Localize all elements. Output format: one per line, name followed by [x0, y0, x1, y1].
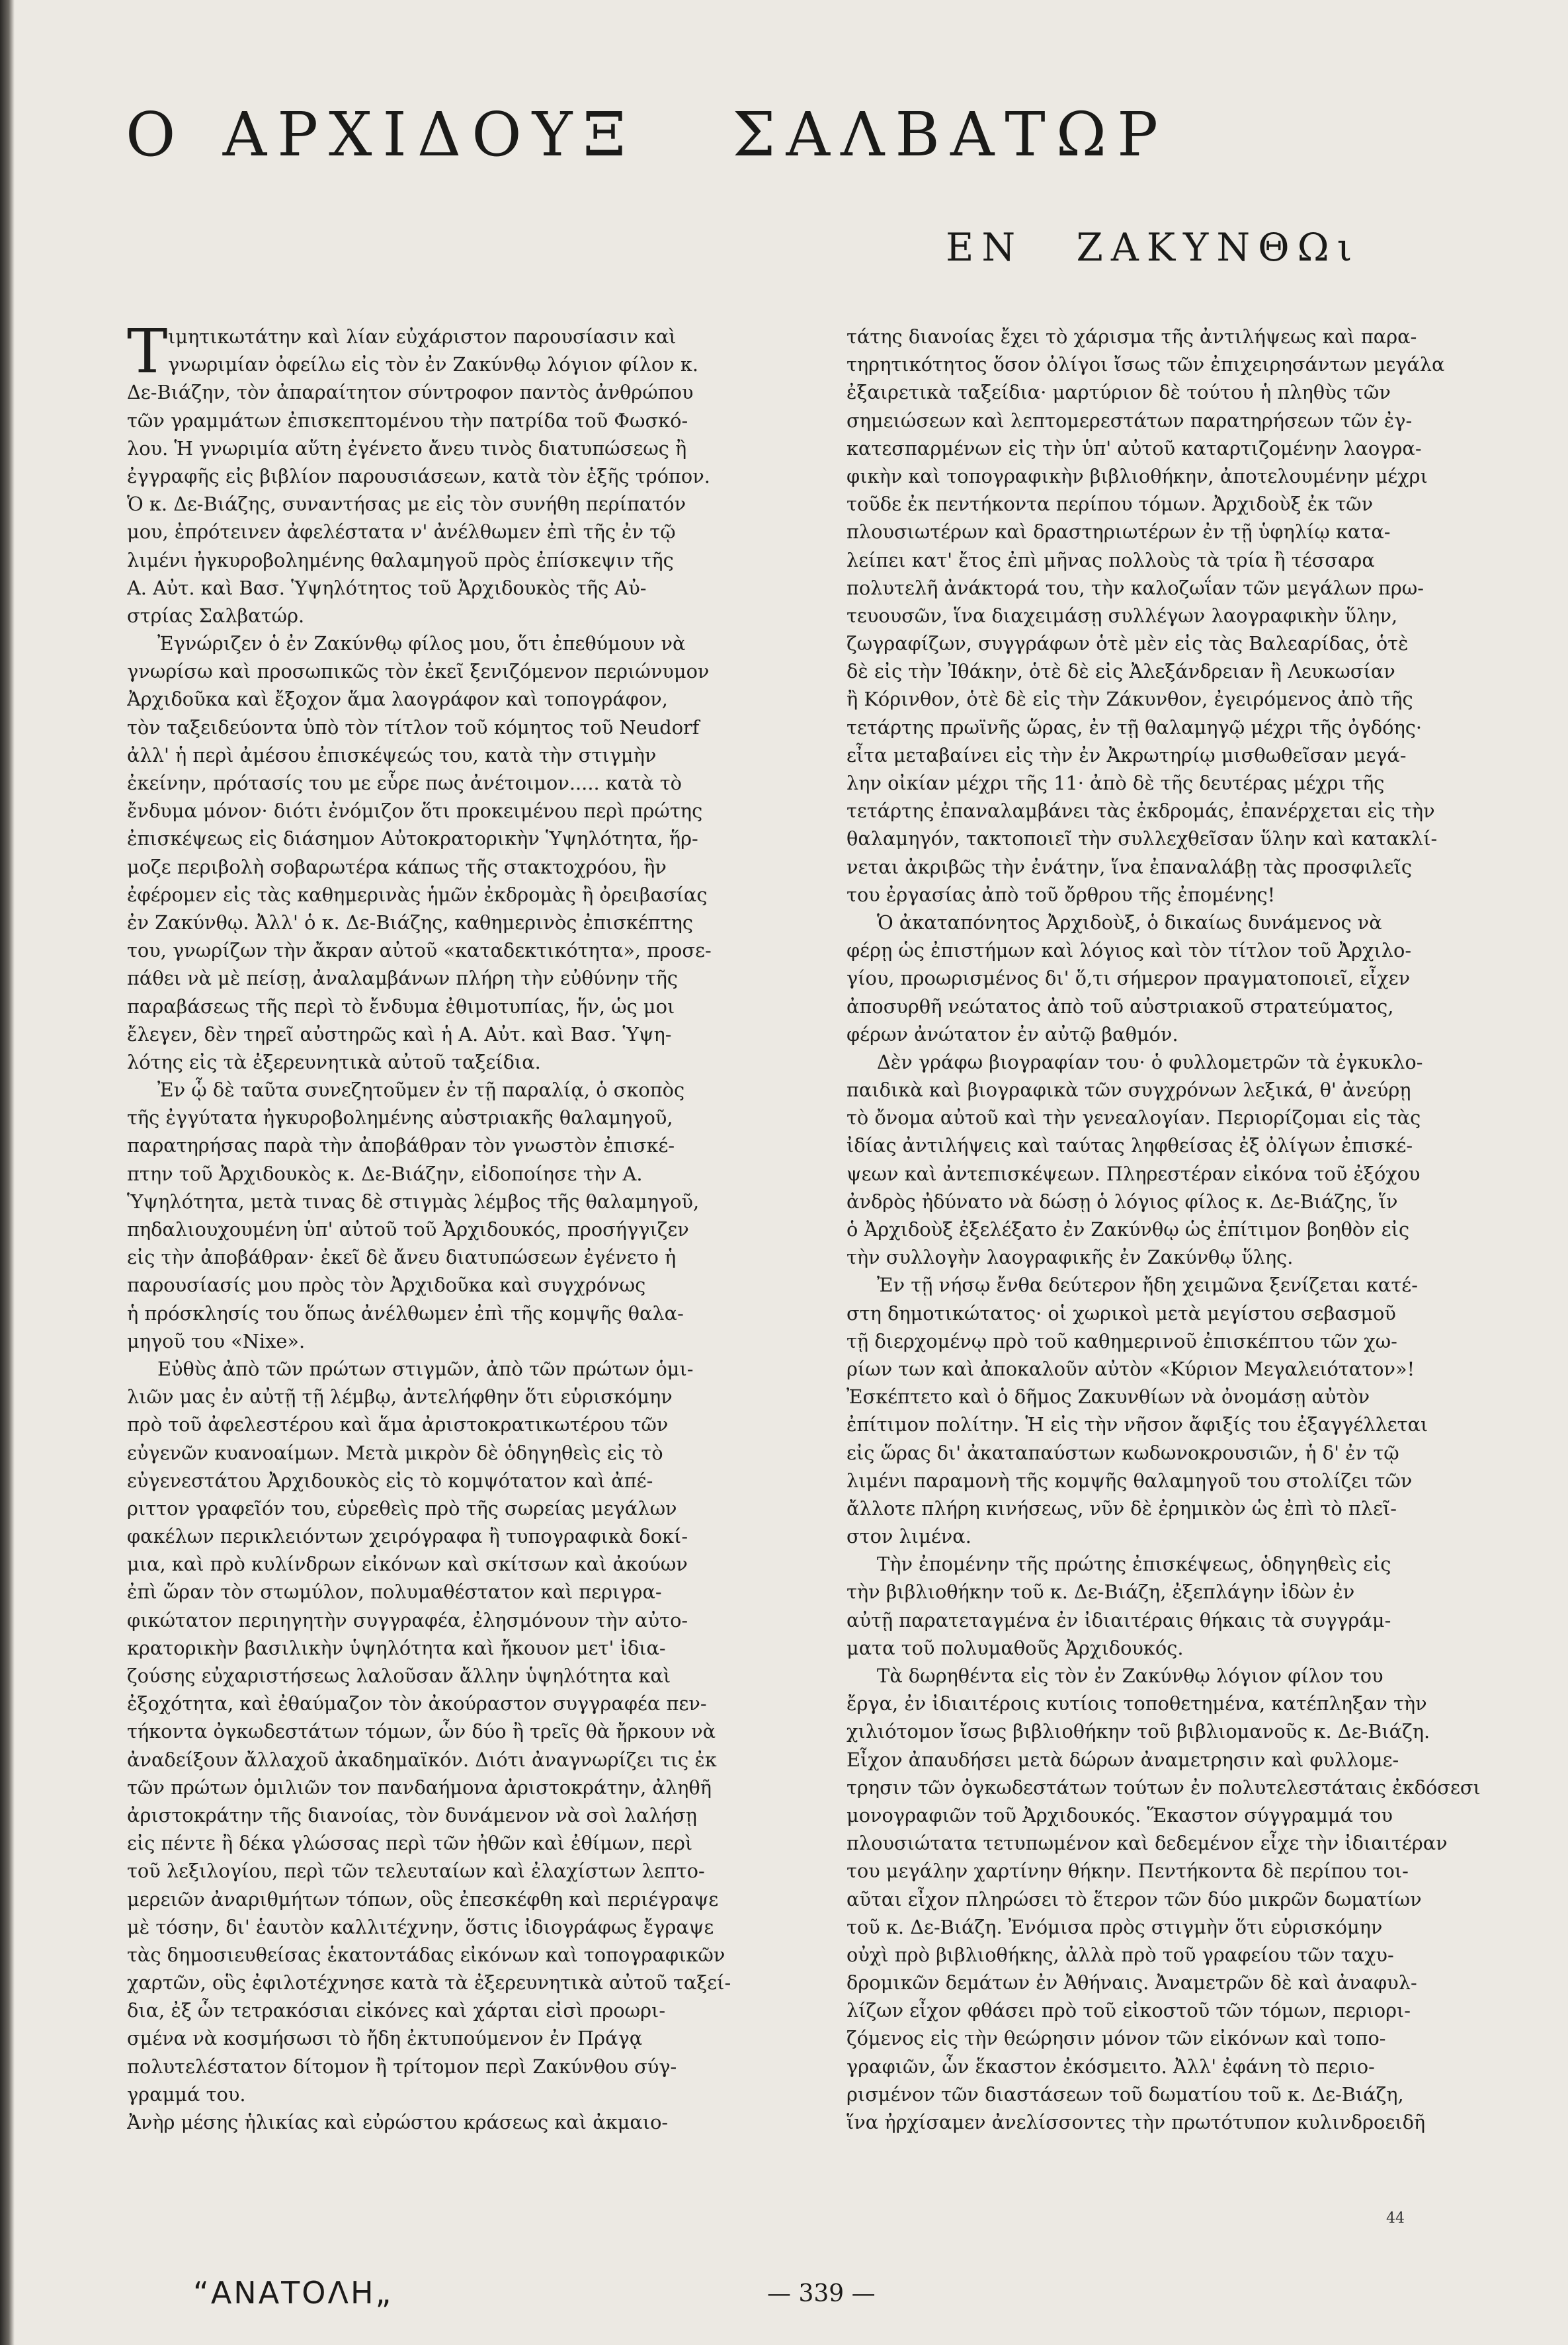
text-line: τῇ διερχομένῳ πρὸ τοῦ καθημερινοῦ ἐπισκέπτου τῶν χω- — [846, 1329, 1397, 1352]
text-line: τήκοντα ὀγκωδεστάτων τόμων, ὧν δύο ἢ τρεῖς θὰ ἤρκουν νὰ — [127, 1720, 716, 1743]
title-article: Ο — [126, 99, 176, 170]
text-line: ἢ Κόρινθον, ὁτὲ δὲ εἰς τὴν Ζάκυνθον, ἐγειρόμενος ἀπὸ τῆς — [846, 688, 1413, 711]
text-line: χιλιότομον ἴσως βιβλιοθήκην τοῦ βιβλιομανοῦς κ. Δε-Βιάζη. — [846, 1720, 1430, 1743]
text-line: Ἀνὴρ μέσης ἡλικίας καὶ εὐρώστου κράσεως καὶ ἀκμαιο- — [127, 2111, 669, 2133]
article-title — [126, 99, 1169, 170]
text-line: αὐτῇ παρατεταγμένα ἐν ἰδιαιτέραις θήκαις τὰ συγγράμ- — [846, 1608, 1391, 1631]
text-line: τοῦ λεξιλογίου, περὶ τῶν τελευταίων καὶ ἐλαχίστων λεπτο- — [127, 1860, 705, 1883]
text-line: γνωριμίαν ὀφείλω εἰς τὸν ἐν Ζακύνθῳ λόγιον φίλον κ. — [168, 353, 699, 376]
left-text-column — [127, 316, 815, 2136]
text-line: ἐπισκέψεως εἰς διάσημον Αὐτοκρατορικὴν Ὑψηλότητα, ἥρ- — [127, 827, 698, 850]
text-line: εἰς ὥρας δι' ἀκαταπαύστων κωδωνοκρουσιῶν, ἡ δ' ἐν τῷ — [846, 1441, 1399, 1464]
text-line: Ὁ κ. Δε-Βιάζης, συναντήσας με εἰς τὸν συνήθη περίπατόν — [127, 493, 686, 516]
text-line: ρίων των καὶ ἀποκαλοῦν αὐτὸν «Κύριον Μεγαλειότατον»! — [846, 1357, 1415, 1380]
text-line: ιμητικωτάτην καὶ λίαν εὐχάριστον παρουσίασιν καὶ — [168, 325, 677, 348]
text-line: μονογραφιῶν τοῦ Ἀρχιδουκός. Ἕκαστον σύγγραμμά του — [846, 1803, 1393, 1827]
text-line: τὸν ταξειδεύοντα ὑπὸ τὸν τίτλον τοῦ κόμητος τοῦ Neudorf — [127, 716, 700, 739]
text-line: γραμμά του. — [127, 2082, 246, 2106]
page-number: — 339 — — [767, 2280, 876, 2307]
text-line: ἔνδυμα μόνον· διότι ἐνόμιζον ὅτι προκειμένου περὶ πρώτης — [127, 800, 703, 823]
text-line: πρὸ τοῦ ἀφελεστέρου καὶ ἅμα ἀριστοκρατικωτέρου τῶν — [127, 1413, 669, 1436]
text-line: Ἐν ᾧ δὲ ταῦτα συνεζητοῦμεν ἐν τῇ παραλίᾳ, ὁ σκοπὸς — [157, 1079, 685, 1102]
text-line: φικὴν καὶ τοπογραφικὴν βιβλιοθήκην, ἀποτελουμένην μέχρι — [846, 464, 1428, 487]
text-line: τῆς ἐγγύτατα ἠγκυροβολημένης αὐστριακῆς θαλαμηγοῦ, — [127, 1106, 673, 1130]
text-line: Ἀρχιδοῦκα καὶ ἔξοχον ἅμα λαογράφον καὶ τοπογράφον, — [127, 688, 668, 711]
text-line: Ἐν τῇ νήσῳ ἔνθα δεύτερον ἤδη χειμῶνα ξενίζεται κατέ- — [877, 1274, 1418, 1297]
text-line: τοῦδε ἐκ πεντήκοντα περίπου τόμων. Ἀρχιδοὺξ ἐκ τῶν — [846, 493, 1374, 516]
text-line: πάθει νὰ μὲ πείσῃ, ἀναλαμβάνων πλήρη τὴν εὐθύνην τῆς — [127, 967, 679, 990]
page-binding-shadow — [0, 0, 15, 2345]
text-line: λίζων εἶχον φθάσει πρὸ τοῦ εἰκοστοῦ τῶν τόμων, περιορι- — [846, 1999, 1411, 2022]
text-line: τευουσῶν, ἵνα διαχειμάσῃ συλλέγων λαογραφικὴν ὕλην, — [846, 604, 1398, 627]
text-line: εἰς τὴν ἀποβάθραν· ἐκεῖ δὲ ἄνευ διατυπώσεων ἐγένετο ἡ — [127, 1246, 677, 1269]
text-line: ἄλλοτε πλήρη κινήσεως, νῦν δὲ ἐρημικὸν ὡς ἐπὶ τὸ πλεῖ- — [846, 1497, 1397, 1520]
text-line: τρησιν τῶν ὀγκωδεστάτων τούτων ἐν πολυτελεστάταις ἐκδόσεσι — [846, 1776, 1481, 1799]
text-line: τετάρτης πρωϊνῆς ὥρας, ἐν τῇ θαλαμηγῷ μέχρι τῆς ὀγδόης· — [846, 716, 1423, 739]
text-line: λότης εἰς τὰ ἐξερευνητικὰ αὐτοῦ ταξείδια. — [127, 1050, 541, 1073]
text-line: τὸ ὄνομα αὐτοῦ καὶ τὴν γενεαλογίαν. Περιορίζομαι εἰς τὰς — [846, 1106, 1421, 1130]
text-line: τῶν πρώτων ὁμιλιῶν τον πανδαήμονα ἀριστοκράτην, ἀληθῆ — [127, 1776, 712, 1799]
text-line: πτην τοῦ Ἀρχιδουκὸς κ. Δε-Βιάζην, εἰδοποίησε τὴν Α. — [127, 1162, 643, 1185]
text-line: ρισμένον τῶν διαστάσεων τοῦ δωματίου τοῦ κ. Δε-Βιάζη, — [846, 2082, 1404, 2106]
text-line: λιῶν μας ἐν αὐτῇ τῇ λέμβῳ, ἀντελήφθην ὅτι εὑρισκόμην — [127, 1385, 673, 1409]
text-line: στη δημοτικώτατος· οἱ χωρικοὶ μετὰ μεγίστου σεβασμοῦ — [846, 1301, 1396, 1325]
text-line: ἐξαιρετικὰ ταξείδια· μαρτύριον δὲ τούτου ἡ πληθὺς τῶν — [846, 381, 1391, 404]
text-line: σημειώσεων καὶ λεπτομερεστάτων παρατηρήσεων τῶν ἐγ- — [846, 409, 1413, 432]
subtitle-word-zakynthos: ΖΑΚΥΝΘΩι — [1076, 225, 1360, 270]
text-line: μου, ἐπρότεινεν ἀφελέστατα ν' ἀνέλθωμεν ἐπὶ τῆς ἐν τῷ — [127, 520, 676, 544]
text-line: φικώτατον περιηγητὴν συγγραφέα, ἐλησμόνουν τὴν αὐτο- — [127, 1608, 688, 1631]
text-line: παιδικὰ καὶ βιογραφικὰ τῶν συγχρόνων λεξικά, θ' ἀνεύρῃ — [846, 1079, 1411, 1102]
text-line: χαρτῶν, οὓς ἐφιλοτέχνησε κατὰ τὰ ἐξερευνητικὰ αὐτοῦ ταξεί- — [127, 1971, 731, 1995]
text-line: Δὲν γράφω βιογραφίαν του· ὁ φυλλομετρῶν τὰ ἐγκυκλο- — [877, 1050, 1423, 1073]
right-text-column — [846, 323, 1518, 2136]
text-line: σμένα νὰ κοσμήσωσι τὸ ἤδη ἐκτυπούμενον ἐν Πράγᾳ — [127, 2027, 643, 2050]
text-line: του, γνωρίζων τὴν ἄκραν αὐτοῦ «καταδεκτικότητα», προσε- — [127, 939, 712, 962]
text-line: Εἶχον ἀπαυδήσει μετὰ δώρων ἀναμετρησιν καὶ φυλλομε- — [846, 1748, 1399, 1771]
text-line: ἐκείνην, πρότασίς του με εὗρε πως ἀνέτοιμον..... κατὰ τὸ — [127, 772, 682, 794]
title-word-salvator: ΣΑΛΒΑΤΩΡ — [732, 99, 1169, 170]
text-line: ἐγγραφῆς εἰς βιβλίον παρουσιάσεων, κατὰ τὸν ἑξῆς τρόπον. — [127, 464, 710, 487]
text-line: ἐξοχότητα, καὶ ἐθαύμαζον τὸν ἀκούραστον συγγραφέα πεν- — [127, 1692, 707, 1715]
text-line: μερειῶν ἀναριθμήτων τόπων, οὓς ἐπεσκέφθη καὶ περιέγραψε — [127, 1887, 719, 1911]
text-line: Δε-Βιάζην, τὸν ἀπαραίτητον σύντροφον παντὸς ἀνθρώπου — [127, 381, 694, 404]
article-subtitle — [946, 225, 1360, 270]
text-line: Ὁ ἀκαταπόνητος Ἀρχιδοὺξ, ὁ δικαίως δυνάμενος νὰ — [877, 911, 1382, 934]
text-line: δρομικῶν δεμάτων ἐν Ἀθήναις. Ἀναμετρῶν δὲ καὶ ἀναφυλ- — [846, 1971, 1417, 1995]
text-line: ἐν Ζακύνθῳ. Ἀλλ' ὁ κ. Δε-Βιάζης, καθημερινὸς ἐπισκέπτης — [127, 911, 694, 934]
text-line: στρίας Σαλβατώρ. — [127, 604, 305, 627]
text-line: τηρητικότητος ὅσον ὀλίγοι ἴσως τῶν ἐπιχειρησάντων μεγάλα — [846, 353, 1445, 376]
text-line: κατεσπαρμένων εἰς τὴν ὑπ' αὐτοῦ καταρτιζομένην λαογρα- — [846, 436, 1422, 460]
text-line: εἶτα μεταβαίνει εἰς τὴν ἐν Ἀκρωτηρίῳ μισθωθεῖσαν μεγά- — [846, 743, 1407, 766]
text-line: ἀλλ' ἡ περὶ ἀμέσου ἐπισκέψεώς του, κατὰ τὴν στιγμὴν — [127, 743, 657, 766]
text-line: τάτης διανοίας ἔχει τὸ χάρισμα τῆς ἀντιλήψεως καὶ παρα- — [846, 325, 1417, 348]
text-line: φέρων ἀνώτατον ἐν αὐτῷ βαθμόν. — [846, 1022, 1178, 1046]
text-line: πολυτελῆ ἀνάκτορά του, τὴν καλοζωΐαν τῶν μεγάλων πρω- — [846, 576, 1424, 599]
text-line: ζούσης εὐχαριστήσεως λαλοῦσαν ἄλλην ὑψηλότητα καὶ — [127, 1665, 671, 1687]
text-line: γίου, προωρισμένος δι' ὅ,τι σήμερον πραγματοποιεῖ, εἶχεν — [846, 967, 1411, 990]
text-line: ἀναδείξουν ἄλλαχοῦ ἀκαδημαϊκόν. Διότι ἀναγνωρίζει τις ἐκ — [127, 1748, 717, 1771]
text-line: ἵνα ἠρχίσαμεν ἀνελίσσοντες τὴν πρωτότυπον κυλινδροειδῆ — [846, 2111, 1426, 2133]
text-line: Τὴν ἐπομένην τῆς πρώτης ἐπισκέψεως, ὁδηγηθεὶς εἰς — [877, 1553, 1391, 1576]
text-line: τετάρτης ἐπαναλαμβάνει τὰς ἐκδρομάς, ἐπανέρχεται εἰς τὴν — [846, 800, 1435, 823]
text-line: θαλαμηγόν, τακτοποιεῖ τὴν συλλεχθεῖσαν ὕλην καὶ κατακλί- — [846, 827, 1438, 850]
subtitle-word-en: ΕΝ — [946, 225, 1024, 270]
text-line: παρουσίασίς μου πρὸς τὸν Ἀρχιδοῦκα καὶ συγχρόνως — [127, 1274, 646, 1297]
text-line: ἐπὶ ὥραν τὸν στωμύλον, πολυμαθέστατον καὶ περιγρα- — [127, 1581, 662, 1604]
text-line: εὐγενῶν κυανοαίμων. Μετὰ μικρὸν δὲ ὁδηγηθεὶς εἰς τὸ — [127, 1441, 663, 1464]
text-line: παραβάσεως τῆς περὶ τὸ ἔνδυμα ἐθιμοτυπίας, ἥν, ὡς μοι — [127, 995, 675, 1018]
text-line: ὁ Ἀρχιδοὺξ ἐξελέξατο ἐν Ζακύνθῳ ὡς ἐπίτιμον βοηθὸν εἰς — [846, 1218, 1410, 1241]
text-line: αῦται εἶχον πληρώσει τὸ ἕτερον τῶν δύο μικρῶν δωματίων — [846, 1887, 1422, 1911]
text-line: εἰς πέντε ἢ δέκα γλώσσας περὶ τῶν ἠθῶν καὶ ἐθίμων, περὶ — [127, 1832, 693, 1855]
title-word-archduke: ΑΡΧΙΔΟΥΞ — [222, 99, 637, 170]
text-line: γραφιῶν, ὧν ἕκαστον ἐκόσμειτο. Ἀλλ' ἐφάνη τὸ περιο- — [846, 2055, 1375, 2078]
text-line: Τὰ δωρηθέντα εἰς τὸν ἐν Ζακύνθῳ λόγιον φίλον του — [877, 1665, 1383, 1687]
text-line: εὐγενεστάτου Ἀρχιδουκὸς εἰς τὸ κομψότατον καὶ ἀπέ- — [127, 1469, 653, 1492]
text-line: πλουσιώτατα τετυπωμένον καὶ δεδεμένον εἶχε τὴν ἰδιαιτέραν — [846, 1832, 1448, 1855]
text-line: γνωρίσω καὶ προσωπικῶς τὸν ἐκεῖ ξενιζόμενον περιώνυμον — [127, 660, 710, 683]
text-line: του ἐργασίας ἀπὸ τοῦ ὄρθρου τῆς ἐπομένης! — [846, 883, 1276, 906]
text-line: δὲ εἰς τὴν Ἰθάκην, ὁτὲ δὲ εἰς Ἀλεξάνδρειαν ἢ Λευκωσίαν — [846, 660, 1395, 683]
text-line: μοζε περιβολὴ σοβαρωτέρα κάπως τῆς στακτοχρόου, ἣν — [127, 855, 667, 878]
text-line: ζόμενος εἰς τὴν θεώρησιν μόνον τῶν εἰκόνων καὶ τοπο- — [846, 2027, 1386, 2050]
margin-number: 44 — [1386, 2210, 1405, 2227]
text-line: ἐφέρομεν εἰς τὰς καθημερινὰς ἡμῶν ἐκδρομὰς ἢ ὀρειβασίας — [127, 883, 708, 906]
magazine-name: “ΑΝΑΤΟΛΗ„ — [193, 2275, 393, 2311]
text-line: μια, καὶ πρὸ κυλίνδρων εἰκόνων καὶ σκίτσων καὶ ἀκούων — [127, 1553, 688, 1576]
text-line: παρατηρήσας παρὰ τὴν ἀποβάθραν τὸν γνωστὸν ἐπισκέ- — [127, 1134, 675, 1157]
text-line: ἡ πρόσκλησίς του ὅπως ἀνέλθωμεν ἐπὶ τῆς κομψῆς θαλα- — [127, 1301, 684, 1325]
text-line: του μεγάλην χαρτίνην θήκην. Πεντήκοντα δὲ περίπου τοι- — [846, 1860, 1409, 1883]
text-line: ἔλεγεν, δὲν τηρεῖ αὐστηρῶς καὶ ἡ Α. Αὐτ. καὶ Βασ. Ὑψη- — [127, 1022, 672, 1046]
text-line: λου. Ἡ γνωριμία αὕτη ἐγένετο ἄνευ τινὸς διατυπώσεως ἢ — [127, 436, 687, 460]
text-line: τῶν γραμμάτων ἐπισκεπτομένου τὴν πατρίδα τοῦ Φωσκό- — [127, 409, 688, 432]
text-line: φακέλων περικλειόντων χειρόγραφα ἢ τυπογραφικὰ δοκί- — [127, 1525, 688, 1548]
text-line: νεται ἀκριβῶς τὴν ἐνάτην, ἵνα ἐπαναλάβῃ τὰς προσφιλεῖς — [846, 855, 1413, 878]
text-line: στον λιμένα. — [846, 1525, 971, 1548]
text-line: οὐχὶ πρὸ βιβλιοθήκης, ἀλλὰ πρὸ τοῦ γραφείου τῶν ταχυ- — [846, 1943, 1394, 1966]
text-line: πηδαλιουχουμένη ὑπ' αὐτοῦ τοῦ Ἀρχιδουκός, προσήγγιζεν — [127, 1218, 689, 1241]
text-line: Εὐθὺς ἀπὸ τῶν πρώτων στιγμῶν, ἀπὸ τῶν πρώτων ὁμι- — [157, 1357, 694, 1380]
text-line: Ἐσκέπτετο καὶ ὁ δῆμος Ζακυνθίων νὰ ὀνομάσῃ αὐτὸν — [846, 1385, 1370, 1409]
text-line: φέρῃ ὡς ἐπιστήμων καὶ λόγιος καὶ τὸν τίτλον τοῦ Ἀρχιλο- — [846, 939, 1412, 962]
text-line: ριττον γραφεῖόν του, εὑρεθεὶς πρὸ τῆς σωρείας μεγάλων — [127, 1497, 677, 1520]
text-line: ἀποσυρθῆ νεώτατος ἀπὸ τοῦ αὐστριακοῦ στρατεύματος, — [846, 995, 1394, 1018]
text-line: Ὑψηλότητα, μετὰ τινας δὲ στιγμὰς λέμβος τῆς θαλαμηγοῦ, — [127, 1190, 700, 1213]
text-line: ψεων καὶ ἀντεπισκέψεων. Πληρεστέραν εἰκόνα τοῦ ἐξόχου — [846, 1162, 1421, 1185]
text-line: πολυτελέστατον δίτομον ἢ τρίτομον περὶ Ζακύνθου σύγ- — [127, 2055, 677, 2078]
text-line: ματα τοῦ πολυμαθοῦς Ἀρχιδουκός. — [846, 1636, 1184, 1659]
text-line: Α. Αὐτ. καὶ Βασ. Ὑψηλότητος τοῦ Ἀρχιδουκὸς τῆς Αὐ- — [127, 576, 647, 599]
text-line: ἰδίας ἀντιλήψεις καὶ ταύτας ληφθείσας ἐξ ὀλίγων ἐπισκέ- — [846, 1134, 1413, 1157]
text-line: δια, ἐξ ὧν τετρακόσιαι εἰκόνες καὶ χάρται εἰσὶ προωρι- — [127, 1999, 666, 2022]
text-line: λιμένι παραμονὴ τῆς κομψῆς θαλαμηγοῦ του στολίζει τῶν — [846, 1469, 1413, 1492]
text-line: λείπει κατ' ἔτος ἐπὶ μῆνας πολλοὺς τὰ τρία ἢ τέσσαρα — [846, 548, 1375, 571]
text-line: μηγοῦ του «Nixe». — [127, 1329, 306, 1352]
text-line: ἀνδρὸς ἠδύνατο νὰ δώσῃ ὁ λόγιος φίλος κ. Δε-Βιάζης, ἵν — [846, 1190, 1398, 1213]
text-line: ζωγραφίζων, συγγράφων ὁτὲ μὲν εἰς τὰς Βαλεαρίδας, ὁτὲ — [846, 632, 1409, 655]
text-line: μὲ τόσην, δι' ἑαυτὸν καλλιτέχνην, ὅστις ἰδιογράφως ἔγραψε — [127, 1915, 714, 1938]
text-line: τὴν βιβλιοθήκην τοῦ κ. Δε-Βιάζη, ἐξεπλάγην ἰδὼν ἐν — [846, 1581, 1355, 1604]
text-line: Ἐγνώριζεν ὁ ἐν Ζακύνθῳ φίλος μου, ὅτι ἐπεθύμουν νὰ — [157, 632, 686, 655]
text-line: τὴν συλλογὴν λαογραφικῆς ἐν Ζακύνθῳ ὕλης. — [846, 1246, 1294, 1269]
text-line: πλουσιωτέρων καὶ δραστηριωτέρων ἐν τῇ ὑφηλίῳ κατα- — [846, 520, 1391, 544]
text-line: τοῦ κ. Δε-Βιάζη. Ἐνόμισα πρὸς στιγμὴν ὅτι εὑρισκόμην — [846, 1915, 1383, 1938]
text-line: κρατορικὴν βασιλικὴν ὑψηλότητα καὶ ἤκουον μετ' ἰδια- — [127, 1636, 666, 1659]
text-line: λιμένι ἠγκυροβολημένης θαλαμηγοῦ πρὸς ἐπίσκεψιν τῆς — [127, 548, 674, 571]
text-line: τὰς δημοσιευθείσας ἑκατοντάδας εἰκόνων καὶ τοπογραφικῶν — [127, 1943, 725, 1966]
drop-cap: Τ — [127, 316, 168, 387]
text-line: ἔργα, ἐν ἰδιαιτέροις κυτίοις τοποθετημένα, κατέπληξαν τὴν — [846, 1692, 1427, 1715]
text-line: λην οἰκίαν μέχρι τῆς 11· ἀπὸ δὲ τῆς δευτέρας μέχρι τῆς — [846, 772, 1385, 794]
text-line: ἐπίτιμον πολίτην. Ἡ εἰς τὴν νῆσον ἄφιξίς του ἐξαγγέλλεται — [846, 1413, 1428, 1436]
text-line: ἀριστοκράτην τῆς διανοίας, τὸν δυνάμενον νὰ σοὶ λαλήσῃ — [127, 1803, 697, 1827]
